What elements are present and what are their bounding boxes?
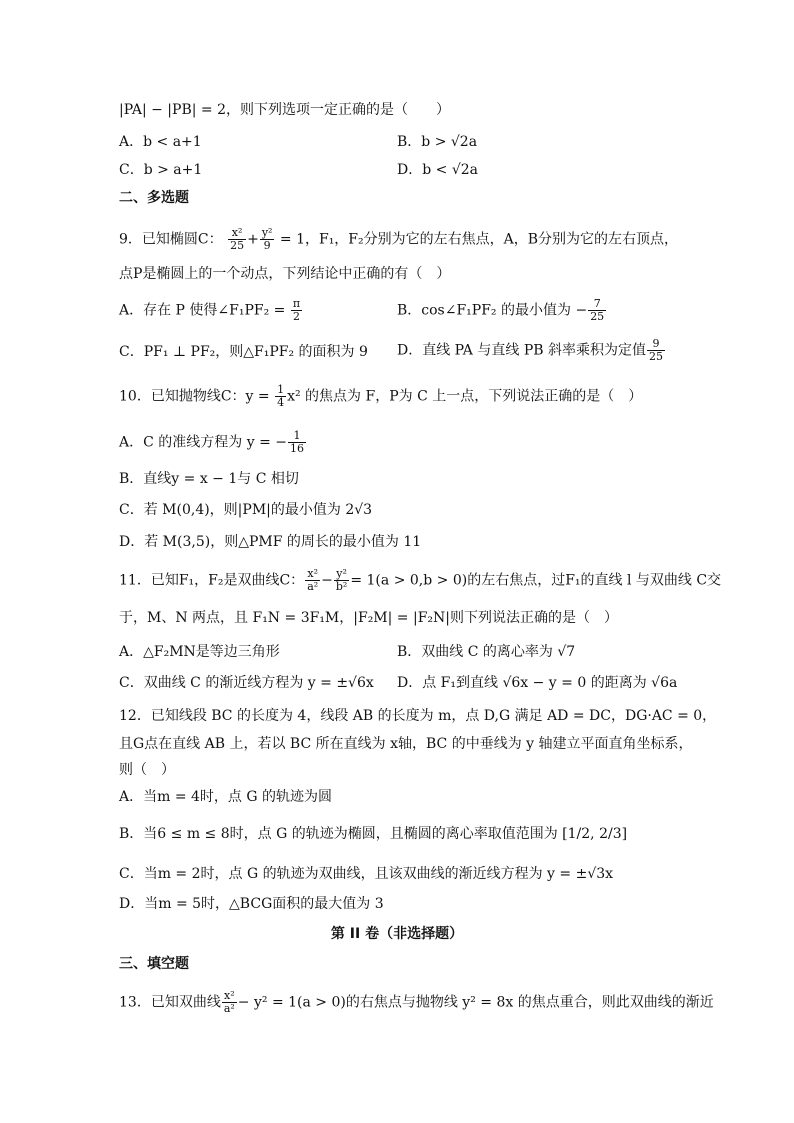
q11-option-d: D．点 F₁到直线 √6x − y = 0 的距离为 √6a xyxy=(397,675,678,691)
question-10 xyxy=(119,384,642,409)
fraction-1-4: $\frac{1}{4}$ xyxy=(277,383,285,409)
section-fill: 三、填空题 xyxy=(119,956,189,972)
q13-prefix: 13．已知双曲线 xyxy=(119,994,221,1011)
fraction-x2-25: $\frac{\text{x²}}{25}$ xyxy=(230,226,245,252)
q11-prefix: 11．已知F₁，F₂是双曲线C： xyxy=(119,572,305,589)
q11-option-a: A．△F₂MN是等边三角形 xyxy=(119,644,280,660)
option-d: D．b < √2a xyxy=(397,162,478,178)
fraction-x2-a2-q13: $\frac{\text{x²}}{\text{a²}}$ xyxy=(223,989,235,1015)
q9-option-b-text: B．cos∠F₁PF₂ 的最小值为 − xyxy=(397,302,588,319)
q10-prefix: 10．已知抛物线C：y = xyxy=(119,388,270,405)
question-11-line2: 于，M、N 两点，且 F₁N = 3F₁M，|F₂M| = |F₂N|则下列说法正确的是（ ） xyxy=(119,610,618,626)
question-9-line1 xyxy=(119,227,678,252)
question-12-line1: 12．已知线段 BC 的长度为 4，线段 AB 的长度为 m，点 D,G 满足 AD = DC，DG·AC = 0， xyxy=(119,708,717,724)
q9-option-d-text: D．直线 PA 与直线 PB 斜率乘积为定值 xyxy=(397,342,646,359)
part-2-title: 第 II 卷（非选择题） xyxy=(330,926,464,942)
q9-option-a-text: A．存在 P 使得∠F₁PF₂ = xyxy=(119,302,286,319)
option-b: B．b > √2a xyxy=(397,134,478,150)
q9-prefix: 9．已知椭圆C： xyxy=(119,231,223,248)
option-a: A．b < a+1 xyxy=(119,134,202,150)
fraction-7-25: $\frac{7}{25}$ xyxy=(590,297,605,323)
fraction-pi-2: $\frac{\pi}{2}$ xyxy=(292,297,301,323)
line-l1: |PA| − |PB| = 2，则下列选项一定正确的是（ ） xyxy=(119,102,450,118)
q12-option-b: B．当6 ≤ m ≤ 8时，点 G 的轨迹为椭圆，且椭圆的离心率取值范围为 [1/2, 2/3] xyxy=(119,826,628,842)
q10-option-c: C．若 M(0,4)，则|PM|的最小值为 2√3 xyxy=(119,502,373,518)
plus-sign: + xyxy=(247,231,259,248)
q9-option-a xyxy=(119,298,303,323)
q11-suffix: = 1(a > 0,b > 0)的左右焦点，过F₁的直线 l 与双曲线 C交 xyxy=(350,572,722,589)
fraction-y2-b2: $\frac{\text{y²}}{\text{b²}}$ xyxy=(335,567,348,593)
q12-option-a: A．当m = 4时，点 G 的轨迹为圆 xyxy=(119,789,333,805)
q11-option-b: B．双曲线 C 的离心率为 √7 xyxy=(397,644,576,660)
q9-suffix: = 1，F₁，F₂分别为它的左右焦点，A，B分别为它的左右顶点， xyxy=(279,231,679,248)
question-12-line2: 且G点在直线 AB 上，若以 BC 所在直线为 x轴，BC 的中垂线为 y 轴建立平面直角坐标系， xyxy=(119,736,693,752)
q10-option-d: D．若 M(3,5)，则△PMF 的周长的最小值为 11 xyxy=(119,534,422,550)
fraction-y2-9: $\frac{\text{y²}}{9}$ xyxy=(261,226,273,252)
question-13 xyxy=(119,990,714,1015)
section-multi: 二、多选题 xyxy=(119,190,189,206)
fraction-x2-a2: $\frac{\text{x²}}{\text{a²}}$ xyxy=(307,567,319,593)
question-9-line2: 点P是椭圆上的一个动点，下列结论中正确的有（ ） xyxy=(119,266,451,282)
q9-option-d xyxy=(397,338,666,363)
q10-option-a-text: A．C 的准线方程为 y = − xyxy=(119,434,287,451)
minus-sign: − xyxy=(321,572,333,589)
q10-option-b: B．直线y = x − 1与 C 相切 xyxy=(119,471,299,487)
q10-suffix: x² 的焦点为 F，P为 C 上一点，下列说法正确的是（ ） xyxy=(287,388,643,405)
q12-option-d: D．当m = 5时，△BCG面积的最大值为 3 xyxy=(119,896,384,912)
option-c: C．b > a+1 xyxy=(119,162,203,178)
q13-suffix: − y² = 1(a > 0)的右焦点与抛物线 y² = 8x 的焦点重合，则此双曲线的渐近 xyxy=(237,994,714,1011)
fraction-1-16: $\frac{1}{16}$ xyxy=(290,429,304,455)
q12-option-c: C．当m = 2时，点 G 的轨迹为双曲线，且该双曲线的渐近线方程为 y = ±√3x xyxy=(119,866,614,882)
q9-option-b xyxy=(397,298,607,323)
fraction-9-25: $\frac{9}{25}$ xyxy=(648,337,663,363)
q11-option-c: C．双曲线 C 的渐近线方程为 y = ±√6x xyxy=(119,675,374,691)
question-11-line1 xyxy=(119,568,721,593)
question-12-line3: 则（ ） xyxy=(119,762,175,778)
q10-option-a xyxy=(119,430,307,455)
q9-option-c: C．PF₁ ⊥ PF₂，则△F₁PF₂ 的面积为 9 xyxy=(119,344,368,360)
